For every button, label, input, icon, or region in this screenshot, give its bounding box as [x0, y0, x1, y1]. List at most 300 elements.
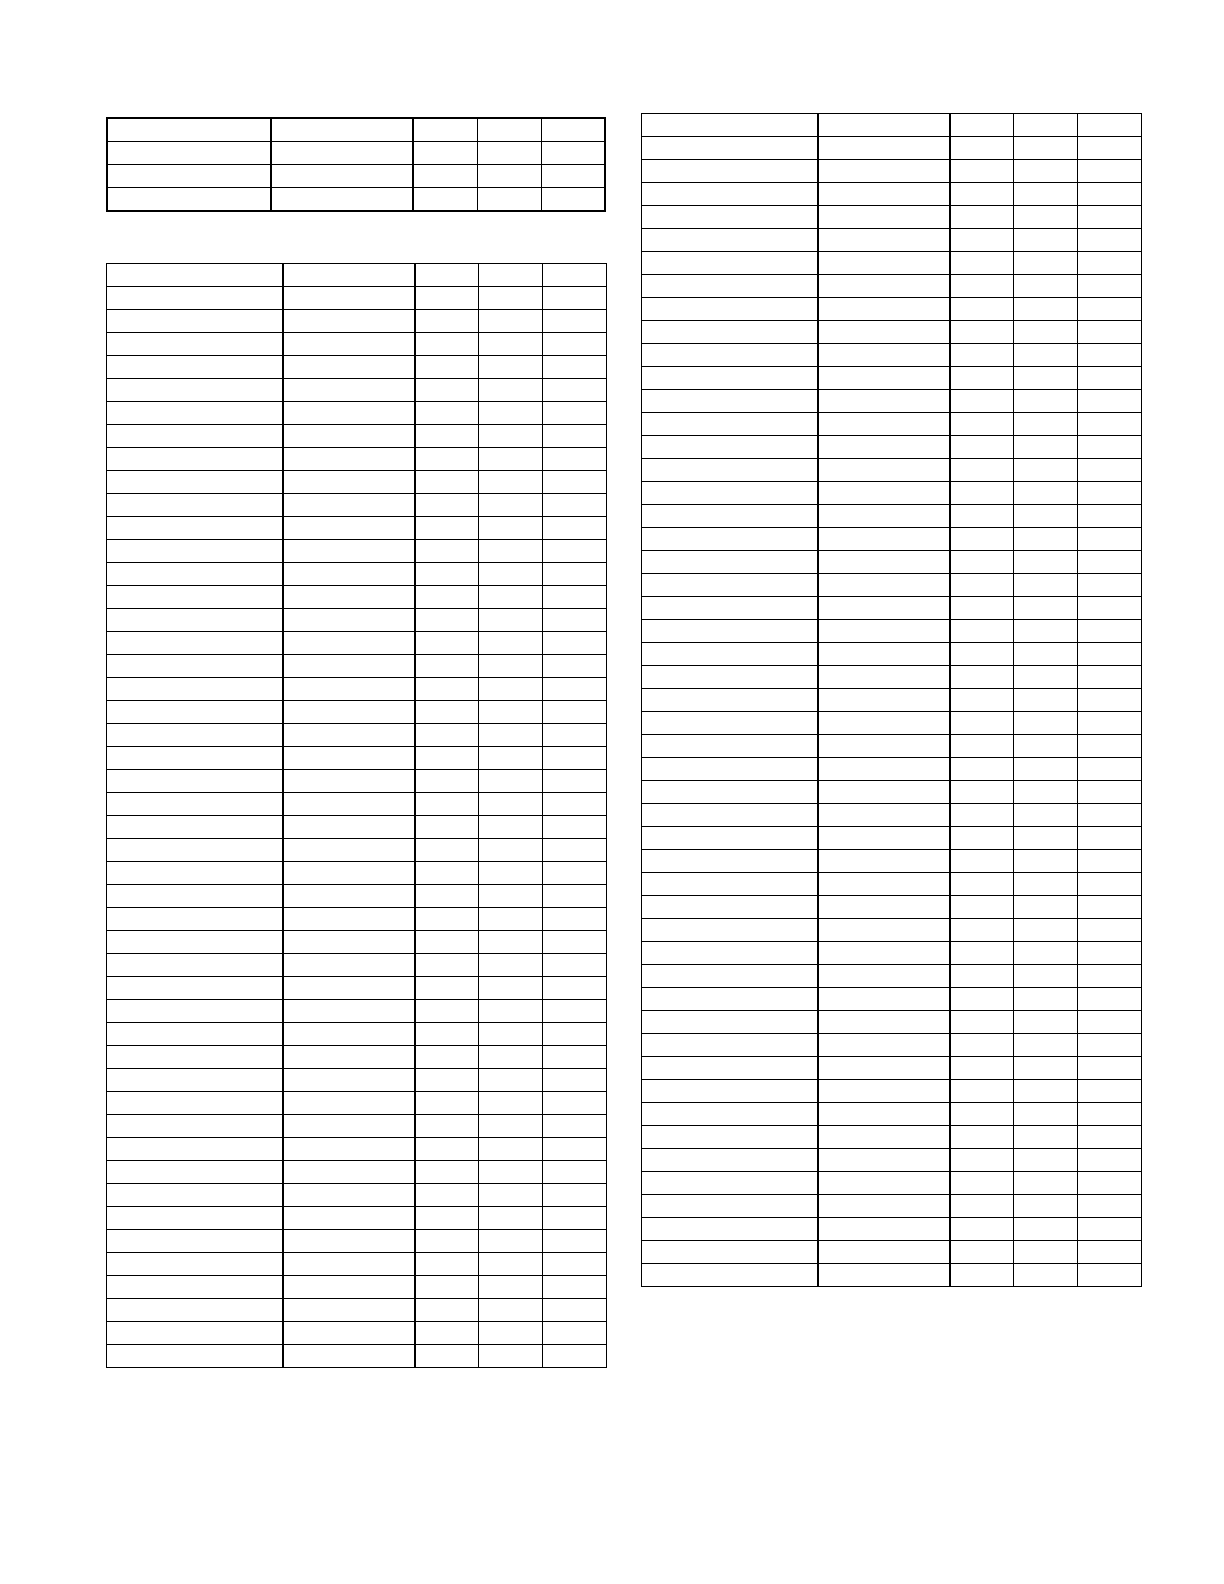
- table-cell: [642, 712, 818, 735]
- table-cell: [479, 1322, 543, 1345]
- table-cell: [1014, 275, 1078, 298]
- table-cell: [818, 712, 950, 735]
- table-cell: [1078, 689, 1142, 712]
- table-cell: [283, 770, 415, 793]
- table-cell: [415, 1345, 479, 1368]
- table-cell: [818, 459, 950, 482]
- table-cell: [283, 816, 415, 839]
- table-cell: [950, 735, 1014, 758]
- table-cell: [950, 114, 1014, 137]
- table-cell: [107, 954, 283, 977]
- table-cell: [283, 632, 415, 655]
- table-cell: [283, 517, 415, 540]
- table-row: [107, 1253, 607, 1276]
- table-cell: [950, 1264, 1014, 1287]
- table-cell: [818, 482, 950, 505]
- table-row: [107, 1345, 607, 1368]
- table-cell: [1078, 206, 1142, 229]
- table-row: [107, 816, 607, 839]
- table-row: [107, 931, 607, 954]
- table-row: [107, 1230, 607, 1253]
- table-cell: [479, 1069, 543, 1092]
- table-cell: [543, 264, 607, 287]
- table-row: [107, 188, 605, 212]
- table-cell: [1078, 321, 1142, 344]
- table-cell: [818, 137, 950, 160]
- table-cell: [479, 333, 543, 356]
- table-cell: [950, 551, 1014, 574]
- table-row: [642, 1034, 1142, 1057]
- table-cell: [642, 114, 818, 137]
- table-cell: [1078, 896, 1142, 919]
- table-cell: [283, 609, 415, 632]
- table-cell: [950, 252, 1014, 275]
- table-cell: [950, 206, 1014, 229]
- table-cell: [543, 494, 607, 517]
- table-row: [107, 908, 607, 931]
- table-cell: [415, 1322, 479, 1345]
- table-row: [642, 298, 1142, 321]
- table-cell: [415, 379, 479, 402]
- table-cell: [950, 298, 1014, 321]
- table-cell: [543, 1046, 607, 1069]
- table-cell: [283, 954, 415, 977]
- table-cell: [543, 1299, 607, 1322]
- table-row: [107, 954, 607, 977]
- left-blank-table: [106, 263, 607, 1368]
- table-cell: [818, 183, 950, 206]
- table-cell: [415, 402, 479, 425]
- table-cell: [107, 839, 283, 862]
- table-cell: [818, 344, 950, 367]
- table-cell: [1078, 712, 1142, 735]
- table-cell: [818, 988, 950, 1011]
- table-cell: [477, 188, 541, 212]
- table-cell: [543, 1069, 607, 1092]
- table-cell: [1014, 1149, 1078, 1172]
- table-cell: [950, 275, 1014, 298]
- table-cell: [283, 1023, 415, 1046]
- table-row: [642, 367, 1142, 390]
- table-cell: [950, 528, 1014, 551]
- table-cell: [283, 678, 415, 701]
- table-cell: [1078, 942, 1142, 965]
- table-cell: [950, 413, 1014, 436]
- table-cell: [1014, 321, 1078, 344]
- table-cell: [1078, 1264, 1142, 1287]
- table-cell: [642, 229, 818, 252]
- table-cell: [415, 885, 479, 908]
- table-row: [107, 1161, 607, 1184]
- table-cell: [543, 678, 607, 701]
- table-cell: [642, 781, 818, 804]
- table-cell: [642, 252, 818, 275]
- table-row: [107, 165, 605, 188]
- table-cell: [818, 1264, 950, 1287]
- table-row: [642, 1103, 1142, 1126]
- table-cell: [642, 459, 818, 482]
- table-cell: [543, 954, 607, 977]
- table-row: [107, 1322, 607, 1345]
- table-cell: [107, 793, 283, 816]
- table-cell: [642, 390, 818, 413]
- table-row: [107, 839, 607, 862]
- table-cell: [1014, 551, 1078, 574]
- table-cell: [950, 229, 1014, 252]
- table-cell: [479, 1138, 543, 1161]
- table-row: [107, 402, 607, 425]
- table-cell: [477, 118, 541, 142]
- table-cell: [1014, 436, 1078, 459]
- table-cell: [818, 597, 950, 620]
- table-cell: [107, 287, 283, 310]
- table-cell: [543, 1092, 607, 1115]
- table-cell: [1014, 988, 1078, 1011]
- table-cell: [818, 758, 950, 781]
- table-cell: [642, 160, 818, 183]
- table-cell: [107, 142, 271, 165]
- table-cell: [479, 1345, 543, 1368]
- table-cell: [818, 689, 950, 712]
- table-cell: [642, 597, 818, 620]
- table-cell: [413, 142, 477, 165]
- table-cell: [950, 1126, 1014, 1149]
- table-cell: [818, 1218, 950, 1241]
- table-cell: [1014, 896, 1078, 919]
- table-cell: [1014, 1011, 1078, 1034]
- table-cell: [283, 494, 415, 517]
- table-cell: [107, 724, 283, 747]
- table-cell: [642, 206, 818, 229]
- table-cell: [283, 839, 415, 862]
- table-cell: [283, 724, 415, 747]
- table-row: [107, 632, 607, 655]
- table-cell: [1078, 620, 1142, 643]
- table-cell: [818, 206, 950, 229]
- table-cell: [818, 114, 950, 137]
- table-cell: [1014, 735, 1078, 758]
- table-cell: [415, 517, 479, 540]
- table-row: [642, 160, 1142, 183]
- table-cell: [642, 735, 818, 758]
- table-cell: [1078, 551, 1142, 574]
- table-cell: [543, 1345, 607, 1368]
- table-cell: [1014, 781, 1078, 804]
- table-cell: [950, 643, 1014, 666]
- table-row: [107, 609, 607, 632]
- table-cell: [107, 1276, 283, 1299]
- table-row: [642, 919, 1142, 942]
- table-cell: [543, 356, 607, 379]
- table-cell: [543, 770, 607, 793]
- table-cell: [818, 1057, 950, 1080]
- table-cell: [950, 919, 1014, 942]
- table-cell: [107, 1299, 283, 1322]
- table-cell: [543, 816, 607, 839]
- table-cell: [1078, 597, 1142, 620]
- table-cell: [415, 908, 479, 931]
- table-cell: [818, 965, 950, 988]
- table-cell: [543, 1115, 607, 1138]
- table-row: [642, 1241, 1142, 1264]
- table-cell: [1078, 344, 1142, 367]
- table-cell: [107, 1046, 283, 1069]
- table-cell: [818, 1172, 950, 1195]
- table-cell: [1014, 620, 1078, 643]
- table-cell: [950, 390, 1014, 413]
- table-cell: [1014, 206, 1078, 229]
- table-row: [107, 1023, 607, 1046]
- table-cell: [479, 770, 543, 793]
- table-cell: [415, 1253, 479, 1276]
- table-cell: [415, 931, 479, 954]
- table-cell: [1078, 252, 1142, 275]
- table-cell: [950, 505, 1014, 528]
- table-cell: [479, 724, 543, 747]
- table-cell: [1014, 459, 1078, 482]
- table-cell: [415, 287, 479, 310]
- table-cell: [642, 873, 818, 896]
- table-cell: [818, 1011, 950, 1034]
- table-cell: [1078, 758, 1142, 781]
- table-cell: [107, 678, 283, 701]
- table-cell: [1014, 252, 1078, 275]
- table-cell: [283, 1322, 415, 1345]
- table-cell: [950, 873, 1014, 896]
- table-cell: [283, 356, 415, 379]
- table-cell: [950, 965, 1014, 988]
- table-cell: [543, 1253, 607, 1276]
- table-cell: [415, 1230, 479, 1253]
- table-cell: [642, 850, 818, 873]
- table-cell: [818, 436, 950, 459]
- table-cell: [283, 931, 415, 954]
- table-cell: [1078, 988, 1142, 1011]
- table-cell: [107, 908, 283, 931]
- table-row: [642, 459, 1142, 482]
- table-cell: [642, 551, 818, 574]
- table-cell: [818, 160, 950, 183]
- table-cell: [479, 1023, 543, 1046]
- table-cell: [818, 1126, 950, 1149]
- table-cell: [413, 165, 477, 188]
- table-cell: [642, 689, 818, 712]
- table-cell: [283, 862, 415, 885]
- table-cell: [642, 574, 818, 597]
- table-cell: [1014, 827, 1078, 850]
- table-cell: [1014, 850, 1078, 873]
- table-cell: [1078, 781, 1142, 804]
- table-cell: [415, 494, 479, 517]
- table-cell: [415, 793, 479, 816]
- table-cell: [107, 609, 283, 632]
- table-row: [642, 390, 1142, 413]
- table-cell: [107, 333, 283, 356]
- table-cell: [1078, 1218, 1142, 1241]
- table-cell: [283, 333, 415, 356]
- table-row: [642, 942, 1142, 965]
- table-cell: [107, 1115, 283, 1138]
- table-cell: [479, 1046, 543, 1069]
- table-cell: [543, 724, 607, 747]
- table-cell: [543, 1000, 607, 1023]
- table-cell: [642, 367, 818, 390]
- table-cell: [415, 425, 479, 448]
- table-cell: [283, 563, 415, 586]
- table-cell: [107, 310, 283, 333]
- table-cell: [818, 229, 950, 252]
- table-cell: [642, 1172, 818, 1195]
- table-cell: [283, 1000, 415, 1023]
- table-cell: [818, 413, 950, 436]
- table-cell: [107, 540, 283, 563]
- table-cell: [642, 1057, 818, 1080]
- table-cell: [1014, 229, 1078, 252]
- table-row: [642, 758, 1142, 781]
- table-cell: [950, 1218, 1014, 1241]
- table-cell: [950, 804, 1014, 827]
- table-cell: [415, 954, 479, 977]
- table-row: [642, 1057, 1142, 1080]
- table-cell: [1078, 643, 1142, 666]
- table-cell: [271, 165, 413, 188]
- table-cell: [283, 1207, 415, 1230]
- table-cell: [283, 1184, 415, 1207]
- table-cell: [107, 1253, 283, 1276]
- table-cell: [642, 413, 818, 436]
- table-cell: [543, 701, 607, 724]
- table-cell: [477, 165, 541, 188]
- table-cell: [1078, 1034, 1142, 1057]
- table-cell: [107, 379, 283, 402]
- table-cell: [543, 1161, 607, 1184]
- table-cell: [479, 402, 543, 425]
- table-cell: [477, 142, 541, 165]
- table-cell: [415, 977, 479, 1000]
- table-row: [107, 471, 607, 494]
- table-cell: [479, 701, 543, 724]
- table-cell: [950, 597, 1014, 620]
- table-cell: [479, 264, 543, 287]
- table-cell: [950, 1149, 1014, 1172]
- table-row: [107, 770, 607, 793]
- table-cell: [543, 1207, 607, 1230]
- table-cell: [543, 609, 607, 632]
- table-cell: [283, 379, 415, 402]
- table-cell: [1014, 574, 1078, 597]
- table-cell: [1078, 873, 1142, 896]
- table-row: [642, 850, 1142, 873]
- table-cell: [283, 1345, 415, 1368]
- table-row: [107, 333, 607, 356]
- table-cell: [642, 620, 818, 643]
- table-cell: [950, 666, 1014, 689]
- table-cell: [107, 586, 283, 609]
- table-cell: [543, 425, 607, 448]
- table-row: [642, 252, 1142, 275]
- table-row: [642, 666, 1142, 689]
- table-cell: [642, 919, 818, 942]
- table-cell: [107, 1023, 283, 1046]
- table-cell: [818, 551, 950, 574]
- table-row: [107, 1046, 607, 1069]
- table-cell: [1078, 965, 1142, 988]
- table-cell: [283, 1069, 415, 1092]
- table-cell: [107, 563, 283, 586]
- table-cell: [283, 1115, 415, 1138]
- table-cell: [543, 793, 607, 816]
- table-cell: [642, 1080, 818, 1103]
- table-cell: [1078, 390, 1142, 413]
- table-cell: [283, 908, 415, 931]
- table-cell: [107, 701, 283, 724]
- table-cell: [479, 517, 543, 540]
- table-row: [642, 712, 1142, 735]
- table-cell: [1078, 850, 1142, 873]
- table-row: [642, 137, 1142, 160]
- table-cell: [950, 712, 1014, 735]
- table-cell: [283, 977, 415, 1000]
- table-row: [107, 540, 607, 563]
- table-cell: [543, 977, 607, 1000]
- table-cell: [642, 1126, 818, 1149]
- table-row: [107, 1000, 607, 1023]
- table-cell: [413, 118, 477, 142]
- table-cell: [107, 1322, 283, 1345]
- table-cell: [1014, 114, 1078, 137]
- table-row: [642, 114, 1142, 137]
- table-cell: [818, 1149, 950, 1172]
- table-cell: [1014, 390, 1078, 413]
- table-cell: [479, 931, 543, 954]
- table-cell: [818, 390, 950, 413]
- table-cell: [642, 1103, 818, 1126]
- table-cell: [950, 321, 1014, 344]
- table-cell: [415, 678, 479, 701]
- table-cell: [107, 1207, 283, 1230]
- table-row: [642, 827, 1142, 850]
- table-cell: [1014, 528, 1078, 551]
- table-cell: [642, 1195, 818, 1218]
- table-row: [107, 563, 607, 586]
- table-row: [107, 264, 607, 287]
- table-cell: [479, 586, 543, 609]
- table-cell: [107, 517, 283, 540]
- table-row: [107, 1299, 607, 1322]
- table-cell: [1078, 528, 1142, 551]
- table-cell: [107, 1184, 283, 1207]
- table-cell: [543, 1322, 607, 1345]
- table-row: [107, 425, 607, 448]
- table-cell: [415, 701, 479, 724]
- table-cell: [107, 1000, 283, 1023]
- table-cell: [479, 747, 543, 770]
- table-cell: [541, 188, 605, 212]
- table-row: [107, 1115, 607, 1138]
- table-cell: [642, 1264, 818, 1287]
- table-cell: [1078, 919, 1142, 942]
- table-cell: [818, 1195, 950, 1218]
- table-cell: [950, 436, 1014, 459]
- table-cell: [415, 1207, 479, 1230]
- table-cell: [818, 505, 950, 528]
- table-cell: [283, 448, 415, 471]
- table-cell: [1014, 804, 1078, 827]
- table-cell: [283, 1276, 415, 1299]
- table-cell: [415, 655, 479, 678]
- table-cell: [1014, 482, 1078, 505]
- table-row: [642, 896, 1142, 919]
